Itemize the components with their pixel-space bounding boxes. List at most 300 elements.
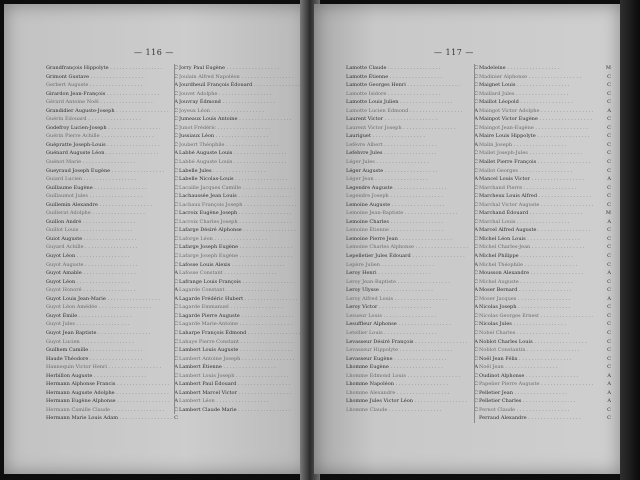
entry-name: Guillaumot Jules . . .: [46, 192, 142, 201]
list-item: [479, 312, 611, 321]
list-item: [479, 107, 611, 116]
entry-letter: A: [174, 389, 178, 396]
list-item: [46, 269, 178, 278]
entry-letter: C: [174, 193, 178, 200]
entry-name: Michel Charles-Jean . . .: [479, 243, 584, 252]
list-item: [179, 158, 311, 167]
entry-name: Guyot Jean Baptiste . . .: [46, 329, 150, 338]
entry-name: Guyot Léon . . .: [46, 278, 129, 287]
entry-letter: A: [607, 389, 611, 396]
list-item: [346, 235, 478, 244]
entry-letter: C: [607, 253, 611, 260]
entry-name: Mousson Alexandre . . .: [479, 269, 583, 278]
entry-name: Lahaye Pierre Constant . . .: [179, 338, 293, 347]
entry-letter: C: [474, 381, 478, 388]
entry-name: Lhomme Alexandre . . .: [346, 389, 449, 398]
entry-name: Guillon André . . .: [46, 218, 135, 227]
list-item: [479, 64, 611, 73]
entry-letter: C: [174, 65, 178, 71]
page-number: — 117 —: [434, 48, 474, 57]
list-item: [46, 338, 178, 347]
entry-letter: C: [474, 124, 478, 131]
entry-name: Maingot Victor Adolphe . . .: [479, 107, 594, 116]
list-item: [346, 363, 478, 372]
entry-name: Lhomme Eugène . . .: [346, 363, 443, 372]
list-item: [179, 320, 311, 329]
entry-name: Levasseur Désiré François . . .: [346, 338, 468, 347]
entry-name: Lambert Étienne . . .: [179, 363, 276, 372]
entry-name: Lagarde Marie-Antoine . . .: [179, 320, 292, 329]
entry-letter: C: [607, 355, 611, 362]
entry-name: Guyot Émile . . .: [46, 312, 131, 321]
list-item: [479, 90, 611, 99]
list-item: [346, 124, 478, 133]
entry-name: Malin Joseph . . .: [479, 141, 566, 150]
list-item: [46, 132, 178, 141]
entry-name: Hermann Alphonse Francis . . .: [46, 380, 170, 389]
list-item: [479, 414, 611, 423]
entry-name: Lachaux François Joseph . . .: [179, 201, 297, 210]
entry-name: Jouvray Édmond . . .: [179, 98, 275, 107]
entry-name: Lamotte Georges Henri . . .: [346, 81, 460, 90]
list-item: [479, 226, 611, 235]
entry-letter: A: [174, 270, 178, 277]
entry-name: Guérin Pierre Achille . . .: [46, 132, 154, 141]
entry-name: Laurent Victor Joseph . . .: [346, 124, 456, 133]
entry-name: Grandfrançois Hippolyte . . .: [46, 64, 163, 73]
entry-name: Laurent Victor . . .: [346, 115, 437, 124]
entry-name: Guiot Auguste . . .: [46, 235, 136, 244]
entry-letter: C: [474, 312, 478, 319]
entry-name: Madinier Alphonse . . .: [479, 73, 581, 82]
list-item: [346, 320, 478, 329]
entry-name: Lafrange Louis François . . .: [179, 278, 295, 287]
entry-letter: C: [474, 295, 478, 302]
entry-letter: A: [474, 133, 478, 140]
list-item: [479, 201, 611, 210]
list-item: [46, 158, 178, 167]
entry-name: Michel Léon Louis . . .: [479, 235, 580, 244]
entry-name: Lefèvre Albert . . .: [346, 141, 437, 150]
list-item: [479, 278, 611, 287]
entry-name: Lafarge Désiré Alphonse . . .: [179, 226, 296, 235]
entry-letter: C: [474, 90, 478, 97]
entry-name: Lafarge Joseph Eugène . . .: [179, 243, 292, 252]
list-item: [46, 243, 178, 252]
entry-name: Jorry Paul Eugène . . .: [179, 64, 279, 73]
list-item: [46, 81, 178, 90]
entry-letter: C: [474, 389, 478, 396]
list-item: [346, 346, 478, 355]
name-column-left-1: [46, 64, 178, 423]
list-item: [479, 115, 611, 124]
entry-letter: C: [607, 159, 611, 166]
entry-name: Gerbert Auguste . . .: [46, 81, 142, 90]
page-number: — 116 —: [134, 48, 174, 57]
list-item: [346, 397, 478, 406]
entry-letter: C: [474, 398, 478, 405]
entry-name: Lafosse Louis Alexis . . .: [179, 261, 284, 270]
entry-letter: C: [474, 355, 478, 362]
entry-letter: A: [474, 116, 478, 123]
list-item: [479, 243, 611, 252]
list-item: [46, 209, 178, 218]
entry-name: Grandidier Auguste-Joseph . . .: [46, 107, 169, 116]
entry-letter: C: [607, 141, 611, 148]
entry-name: Marcheux Louis Alfred . . .: [479, 192, 591, 201]
list-item: [46, 184, 178, 193]
right-page: [314, 4, 620, 474]
entry-letter: C: [607, 124, 611, 131]
entry-letter: A: [174, 287, 178, 294]
list-item: [179, 115, 311, 124]
entry-name: Godefroy Lucien-Joseph . . .: [46, 124, 161, 133]
entry-name: Lafarge Joseph Eugène . . .: [179, 252, 292, 261]
list-item: [346, 329, 478, 338]
entry-letter: C: [174, 176, 178, 183]
list-item: [179, 303, 311, 312]
entry-name: Guyot Jules . . .: [46, 320, 129, 329]
list-item: [179, 329, 311, 338]
list-item: [346, 175, 478, 184]
list-item: [346, 64, 478, 73]
entry-letter: C: [174, 406, 178, 413]
entry-name: Guillot Louis . . .: [46, 226, 132, 235]
entry-name: Lepère Julien . . .: [346, 261, 434, 270]
entry-letter: C: [607, 201, 611, 208]
entry-name: Letellier Louis . . .: [346, 329, 437, 338]
entry-name: Lhomme Jules Victor Léon . . .: [346, 397, 467, 406]
entry-letter: C: [607, 235, 611, 242]
entry-name: Mallet Pierre François . . .: [479, 158, 590, 167]
entry-name: Joulain Alfred Napoléon . . .: [179, 73, 294, 82]
entry-letter: C: [174, 372, 178, 379]
entry-letter: C: [474, 321, 478, 328]
entry-letter: C: [607, 415, 611, 422]
entry-letter: C: [174, 124, 178, 131]
entry-letter: C: [174, 329, 178, 336]
list-item: [479, 380, 611, 389]
entry-letter: C: [607, 261, 611, 268]
entry-name: Guénard Auguste Léon . . .: [46, 149, 159, 158]
entry-name: Mancel Louis Victor . . .: [479, 175, 584, 184]
entry-letter: C: [474, 372, 478, 379]
entry-letter: C: [474, 329, 478, 336]
list-item: [179, 175, 311, 184]
list-item: [346, 278, 478, 287]
list-item: [346, 149, 478, 158]
list-item: [179, 218, 311, 227]
entry-name: Nicolas Georges Ernest . . .: [479, 312, 593, 321]
entry-name: Leroy Victor . . .: [346, 303, 431, 312]
entry-name: Guiard Lucien . . .: [46, 175, 136, 184]
list-item: [346, 201, 478, 210]
list-item: [179, 90, 311, 99]
list-item: [179, 338, 311, 347]
entry-name: Grimont Gustave . . .: [46, 73, 143, 82]
entry-name: Noblot Constantin . . .: [479, 346, 580, 355]
entry-name: Levasseur Eugène . . .: [346, 355, 447, 364]
entry-name: Hermann Marie Louis Adam . . .: [46, 414, 172, 423]
entry-name: Guénot Marie . . .: [46, 158, 135, 167]
entry-name: Michel Philippe . . .: [479, 252, 573, 261]
entry-name: Noblot Charles Louis . . .: [479, 338, 587, 347]
entry-name: Jumeaux Louis Antoine . . .: [179, 115, 292, 124]
list-item: [46, 167, 178, 176]
entry-letter: A: [174, 150, 178, 157]
list-item: [346, 389, 478, 398]
entry-name: Lachaussée Jean Louis . . .: [179, 192, 291, 201]
entry-name: Guèpratte Joseph-Louis . . .: [46, 141, 160, 150]
entry-name: Herbillon Auguste . . .: [46, 372, 146, 381]
list-item: [179, 98, 311, 107]
list-item: [179, 406, 311, 415]
entry-letter: A: [474, 141, 478, 148]
list-item: [346, 115, 478, 124]
entry-name: Guyot Amable . . .: [46, 269, 136, 278]
entry-name: Lambert Louis Auguste . . .: [179, 346, 292, 355]
entry-name: Lemoine Pierre Jean . . .: [346, 235, 452, 244]
entry-letter: C: [474, 73, 478, 80]
entry-letter: C: [174, 218, 178, 225]
list-item: [479, 218, 611, 227]
entry-letter: C: [174, 210, 178, 217]
entry-letter: C: [174, 133, 178, 140]
entry-letter: C: [174, 278, 178, 285]
entry-letter: A: [474, 253, 478, 260]
entry-letter: C: [474, 406, 478, 413]
entry-name: Maignet Louis . . .: [479, 81, 569, 90]
list-item: [479, 73, 611, 82]
entry-letter: C: [607, 244, 611, 251]
entry-letter: A: [474, 176, 478, 183]
entry-letter: C: [174, 261, 178, 268]
list-item: [46, 115, 178, 124]
list-item: [346, 303, 478, 312]
entry-name: Nicolas Jules . . .: [479, 320, 566, 329]
entry-letter: C: [607, 321, 611, 328]
list-item: [179, 243, 311, 252]
list-item: [46, 406, 178, 415]
entry-name: Guillerat Adolphe . . .: [46, 209, 145, 218]
entry-name: Nicolas Joseph . . .: [479, 303, 571, 312]
entry-name: Léger Jean . . .: [346, 175, 428, 184]
entry-letter: C: [607, 278, 611, 285]
list-item: [46, 235, 178, 244]
list-item: [179, 107, 311, 116]
list-item: [346, 372, 478, 381]
list-item: [346, 132, 478, 141]
list-item: [179, 397, 311, 406]
list-item: [46, 303, 178, 312]
entry-name: Hermann Eugène Alphonse . . .: [46, 397, 170, 406]
entry-letter: C: [474, 167, 478, 174]
entry-name: Marchand Pierre . . .: [479, 184, 576, 193]
entry-letter: C: [174, 253, 178, 260]
entry-letter: C: [474, 244, 478, 251]
entry-letter: C: [474, 235, 478, 242]
list-item: [346, 380, 478, 389]
list-item: [46, 278, 178, 287]
list-item: [479, 363, 611, 372]
list-item: [46, 64, 178, 73]
entry-letter: C: [607, 193, 611, 200]
entry-name: Lhomme Claude . . .: [346, 406, 441, 415]
list-item: [46, 201, 178, 210]
entry-name: Guyot Léon . . .: [46, 252, 129, 261]
list-item: [46, 252, 178, 261]
list-item: [46, 312, 178, 321]
list-item: [479, 355, 611, 364]
entry-name: Lauriguet . . .: [346, 132, 425, 141]
entry-letter: A: [474, 304, 478, 311]
entry-letter: A: [607, 372, 611, 379]
entry-name: Lemoine Charles . . .: [346, 218, 443, 227]
entry-letter: A: [174, 364, 178, 371]
list-item: [346, 141, 478, 150]
list-item: [179, 149, 311, 158]
entry-letter: A: [607, 381, 611, 388]
list-item: [479, 389, 611, 398]
list-item: [179, 312, 311, 321]
entry-letter: A: [174, 99, 178, 106]
entry-name: Pernot Claude . . .: [479, 406, 569, 415]
entry-letter: C: [474, 150, 478, 157]
entry-name: Perraud Alexandre . . .: [479, 414, 581, 423]
list-item: [179, 380, 311, 389]
page-edge-shadow: [620, 0, 640, 480]
list-item: [479, 158, 611, 167]
entry-name: Mainpot Victor Eugène . . .: [479, 115, 592, 124]
list-item: [46, 363, 178, 372]
list-item: [346, 295, 478, 304]
list-item: [479, 175, 611, 184]
entry-letter: A: [474, 287, 478, 294]
list-item: [346, 107, 478, 116]
entry-letter: C: [474, 65, 478, 71]
list-item: [179, 252, 311, 261]
list-item: [46, 218, 178, 227]
entry-name: Lambert Claude Marie . . .: [179, 406, 291, 415]
entry-name: Michel Auguste . . .: [479, 278, 573, 287]
entry-name: Lafosse Constant . . .: [179, 269, 277, 278]
entry-name: Leroy Ulysse . . .: [346, 286, 433, 295]
list-item: [346, 226, 478, 235]
entry-name: Guillemin Alexandre . . .: [46, 201, 152, 210]
entry-letter: A: [474, 227, 478, 234]
list-item: [479, 192, 611, 201]
list-item: [479, 261, 611, 270]
entry-name: Guillaume Eugène . . .: [46, 184, 147, 193]
list-item: [46, 286, 178, 295]
list-item: [479, 235, 611, 244]
entry-name: Noël Jean . . .: [479, 363, 558, 372]
entry-name: Lambert Louis Joseph . . .: [179, 372, 289, 381]
entry-name: Lamotte Étienne . . .: [346, 73, 442, 82]
entry-name: Legendre Auguste . . .: [346, 184, 447, 193]
entry-letter: M: [605, 65, 611, 71]
list-item: [46, 192, 178, 201]
entry-letter: C: [174, 201, 178, 208]
list-item: [179, 372, 311, 381]
list-item: [46, 107, 178, 116]
entry-letter: M: [605, 210, 611, 217]
entry-letter: C: [607, 338, 611, 345]
entry-name: Lagarde Pierre Auguste . . .: [179, 312, 294, 321]
entry-name: Hannequin Victor Henri . . .: [46, 363, 161, 372]
entry-letter: A: [174, 398, 178, 405]
list-item: [179, 269, 311, 278]
entry-name: Guyot Léon Amédée . . .: [46, 303, 151, 312]
list-item: [46, 389, 178, 398]
list-item: [346, 73, 478, 82]
entry-name: Lagarde Constant . . .: [179, 286, 279, 295]
entry-letter: A: [607, 107, 611, 114]
entry-name: Pelletier Charles . . .: [479, 397, 575, 406]
entry-name: Hermann Auguste Adolphe . . .: [46, 389, 169, 398]
entry-letter: C: [174, 90, 178, 97]
list-item: [179, 226, 311, 235]
list-item: [346, 98, 478, 107]
entry-name: Guyot Lucien . . .: [46, 338, 134, 347]
entry-letter: C: [174, 338, 178, 345]
entry-name: Labbé Auguste Louis . . .: [179, 149, 286, 158]
entry-letter: C: [174, 73, 178, 80]
entry-letter: C: [474, 82, 478, 89]
list-item: [479, 269, 611, 278]
entry-name: Marchand Édouard . . .: [479, 209, 582, 218]
entry-name: Maillard Jules . . .: [479, 90, 568, 99]
list-item: [479, 184, 611, 193]
entry-letter: C: [174, 116, 178, 123]
entry-name: Girardon Jean-François . . .: [46, 90, 159, 99]
entry-letter: A: [607, 295, 611, 302]
entry-name: Labelle Jules . . .: [179, 167, 266, 176]
entry-name: Maillot Léopold . . .: [479, 98, 573, 107]
entry-letter: C: [474, 210, 478, 217]
entry-letter: C: [474, 159, 478, 166]
list-item: [46, 90, 178, 99]
list-item: [46, 141, 178, 150]
list-item: [479, 303, 611, 312]
entry-name: Lamotte Louis Julien . . .: [346, 98, 453, 107]
list-item: [179, 389, 311, 398]
entry-letter: C: [607, 406, 611, 413]
list-item: [346, 184, 478, 193]
list-item: [46, 73, 178, 82]
entry-letter: C: [607, 184, 611, 191]
entry-letter: A: [474, 107, 478, 114]
list-item: [346, 243, 478, 252]
list-item: [46, 98, 178, 107]
entry-name: Lambert Marcel Victor . . .: [179, 389, 291, 398]
entry-letter: C: [474, 193, 478, 200]
entry-letter: C: [174, 304, 178, 311]
entry-name: Lemoine Étienne . . .: [346, 226, 443, 235]
entry-letter: C: [607, 347, 611, 354]
entry-name: Laforge Léon . . .: [179, 235, 267, 244]
entry-letter: A: [174, 381, 178, 388]
entry-name: Legendre Joseph . . .: [346, 192, 443, 201]
entry-name: Lhomme Napoléon . . .: [346, 380, 448, 389]
list-item: [179, 124, 311, 133]
left-page: [4, 4, 308, 474]
entry-name: Lemoine Auguste . . .: [346, 201, 444, 210]
list-item: [479, 149, 611, 158]
list-item: [46, 320, 178, 329]
entry-name: Joyeux Léon . . .: [179, 107, 264, 116]
entry-letter: C: [174, 141, 178, 148]
